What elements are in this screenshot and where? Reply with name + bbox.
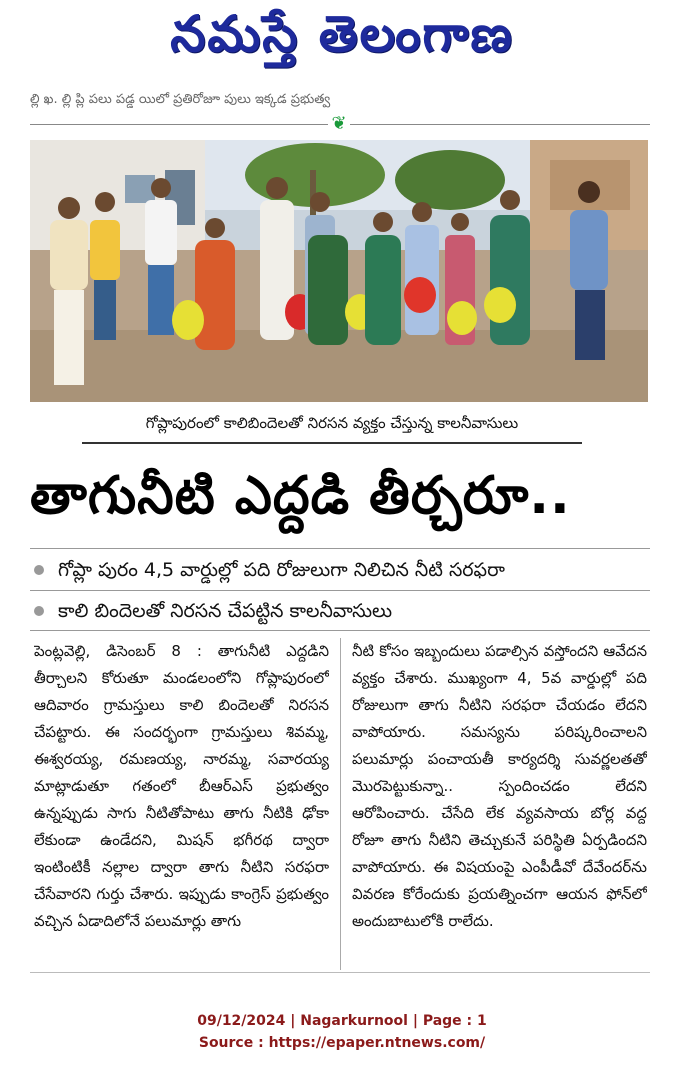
divider [30,972,650,973]
divider [30,548,650,549]
headline: తాగునీటి ఎద్దడి తీర్చరూ.. [30,466,571,526]
newspaper-logo: నమస్తే తెలంగాణ [170,4,514,63]
footer-source[interactable]: Source : https://epaper.ntnews.com/ [198,1035,486,1051]
bullet-icon [34,565,44,575]
column-divider [340,638,341,970]
footer-date-edition: 09/12/2024 | Nagarkurnool | Page : 1 [197,1013,487,1029]
divider [30,590,650,591]
news-photo [30,140,648,402]
bullet-icon [34,606,44,616]
subhead-bullet [30,551,650,589]
masthead [0,0,684,80]
article-column-right: నీటి కోసం ఇబ్బందులు పడాల్సిన వస్తోందని ఆవేదన వ్యక్తం చేశారు. ముఖ్యంగా 4, 5వ వార్డుల్లో పది రోజులుగా తాగు నీటిని సరఫరా చేయడం లేదని వాపోయారు. సమస్యను పరిష్కరించాలని పలుమార్లు పంచాయతీ కార్యదర్శి సువర్ణలతతో మొరపెట్టుకున్నా.. స్పందించడం లేదని ఆరోపించారు. చేసేది లేక వ్యవసాయ బోర్ల వద్ద రోజూ తాగు నీటిని తెచ్చుకునే పరిస్థితి ఏర్పడిందని వాపోయారు. ఈ విషయంపై ఎంపీడీవో దేవేందర్‌ను వివరణ కోరేందుకు ప్రయత్నించగా ఆయన ఫోన్‌లో అందుబాటులోకి రాలేదు. [352,642,647,930]
leaf-icon: ❦ [328,114,350,134]
previous-article-cut-text: ల్లి ఖ. ల్లి ప్లి పలు పడ్డ యిలో ప్రతిరోజూ పులు ఇక్కడ ప్రభుత్వ [30,92,331,107]
subhead-text: కాలి బిందెలతో నిరసన చేపట్టిన కాలనీవాసులు [58,600,393,622]
photo-caption: గోప్లాపురంలో కాలిబిందెలతో నిరసన వ్యక్తం చేస్తున్న కాలనీవాసులు [82,408,582,444]
divider [30,630,650,631]
subhead-bullet [30,592,650,630]
subhead-text: గోప్లా పురం 4,5 వార్డుల్లో పది రోజులుగా నిలిచిన నీటి సరఫరా [58,559,505,581]
article-column-left: పెంట్లవెల్లి, డిసెంబర్ 8 : తాగునీటి ఎద్దడిని తీర్చాలని కోరుతూ మండలంలోని గోప్లాపురంలో ఆదివారం గ్రామస్తులు కాలి బిందెలతో నిరసన చేపట్టారు. ఈ సందర్భంగా గ్రామస్తులు శివమ్మ, ఈశ్వరయ్య, రమణయ్య, నారమ్మ, సవారయ్య మాట్లాడుతూ గతంలో బీఆర్ఎస్ ప్రభుత్వం ఉన్నప్పుడు సాగు నీటితోపాటు తాగు నీటికి ఢోకా లేకుండా ఉండేదని, మిషన్ భగీరథ ద్వారా ఇంటింటికీ నల్లాల ద్వారా తాగు నీటిని సరఫరా చేసేవారని గుర్తు చేశారు. ఇప్పుడు కాంగ్రెస్ ప్రభుత్వం వచ్చిన ఏడాదిలోనే పలుమార్లు తాగు [34,642,329,930]
